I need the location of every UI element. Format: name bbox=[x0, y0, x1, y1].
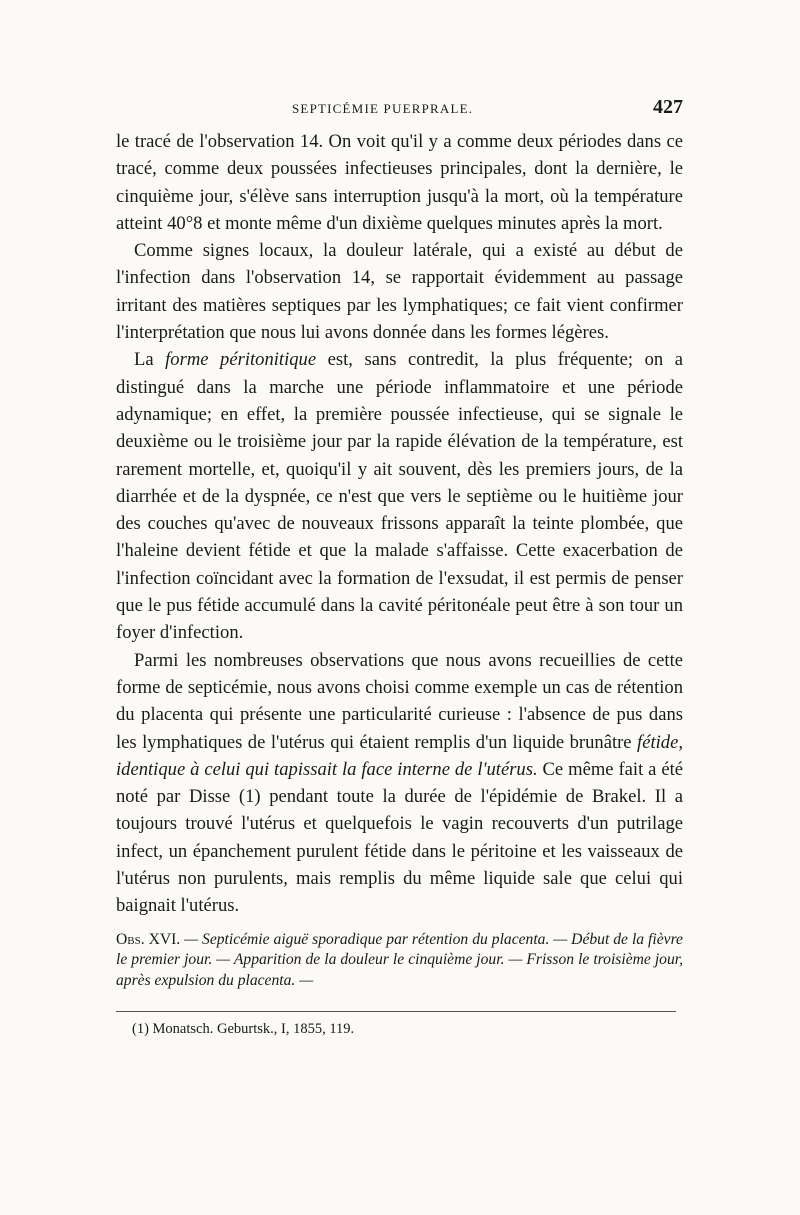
paragraph-3-start: La bbox=[134, 349, 166, 371]
footnote: (1) Monatsch. Geburtsk., I, 1855, 119. bbox=[132, 1021, 355, 1038]
paragraph-3-rest: est, sans contredit, la plus fréquente; on a distingué dans la marche une période inflammatoire et une période adynamique; en effet, la première poussée infectieuse, qui se signale le deuxième ou le troisième jour par la rapide élévation de la température, est rarement mortelle, et, quoiqu'il y ait souvent, dès les premiers jours, de la diarrhée et de la dyspnée, ce n'est que vers le septième ou le huitième jour des couches qu'avec de nouveaux frissons apparaît la teinte plombée, que l'haleine devient fétide et que la malade s'affaisse. Cette exacerbation de l'infection coïncidant avec la formation de l'exsudat, il est permis de penser que le pus fétide accumulé dans la cavité péritonéale peut être à son tour un foyer d'infection. bbox=[116, 349, 683, 644]
paragraph-4-start: Parmi les nombreuses observations que nous avons recueillies de cette forme de septicémie, nous avons choisi comme exemple un cas de rétention du placenta qui présente une particularité curieuse : l'absence de pus dans les lymphatiques de l'utérus qui étaient remplis d'un liquide brunâtre bbox=[116, 649, 683, 753]
footnote-divider bbox=[116, 1011, 676, 1012]
page-header bbox=[116, 96, 683, 126]
paragraph-4 bbox=[116, 647, 683, 920]
paragraph-2: Comme signes locaux, la douleur latérale, qui a existé au début de l'infection dans l'observation 14, se rapportait évidemment au passage irritant des matières septiques par les lymphatiques; ce fait vient confirmer l'interprétation que nous lui avons donnée dans les formes légères. bbox=[116, 240, 683, 344]
page-number: 427 bbox=[653, 96, 683, 118]
running-title: SEPTICÉMIE PUERPRALE. bbox=[292, 101, 474, 116]
page bbox=[116, 96, 683, 1039]
paragraph-3 bbox=[116, 346, 683, 646]
observation-label: Obs. XVI. bbox=[116, 930, 181, 948]
paragraph-4-rest: Ce même fait a été noté par Disse (1) pendant toute la durée de l'épidémie de Brakel. Il a toujours trouvé l'utérus et quelquefois le vagin recouverts d'un putrilage infect, un épanchement purulent fétide dans le péritoine et les vaisseaux de l'utérus non purulents, mais remplis du même liquide sale que celui qui baignait l'utérus. bbox=[116, 758, 683, 917]
observation-text: — Septicémie aiguë sporadique par rétention du placenta. — Début de la fièvre le premier jour. — Apparition de la douleur le cinquième jour. — Frisson le troisième jour, après expulsion du placenta. — bbox=[116, 930, 683, 989]
body-text bbox=[116, 128, 683, 920]
paragraph-1: le tracé de l'observation 14. On voit qu'il y a comme deux périodes dans ce tracé, comme deux poussées infectieuses principales, dont la dernière, le cinquième jour, s'élève sans interruption jusqu'à la mort, où la température atteint 40°8 et monte même d'un dixième quelques minutes après la mort. bbox=[116, 131, 683, 234]
paragraph-4-italic: fétide, identique à celui qui tapissait la face interne de l'utérus. bbox=[116, 731, 683, 780]
paragraph-3-italic: forme péritonitique bbox=[165, 349, 317, 371]
observation-heading bbox=[116, 930, 683, 992]
